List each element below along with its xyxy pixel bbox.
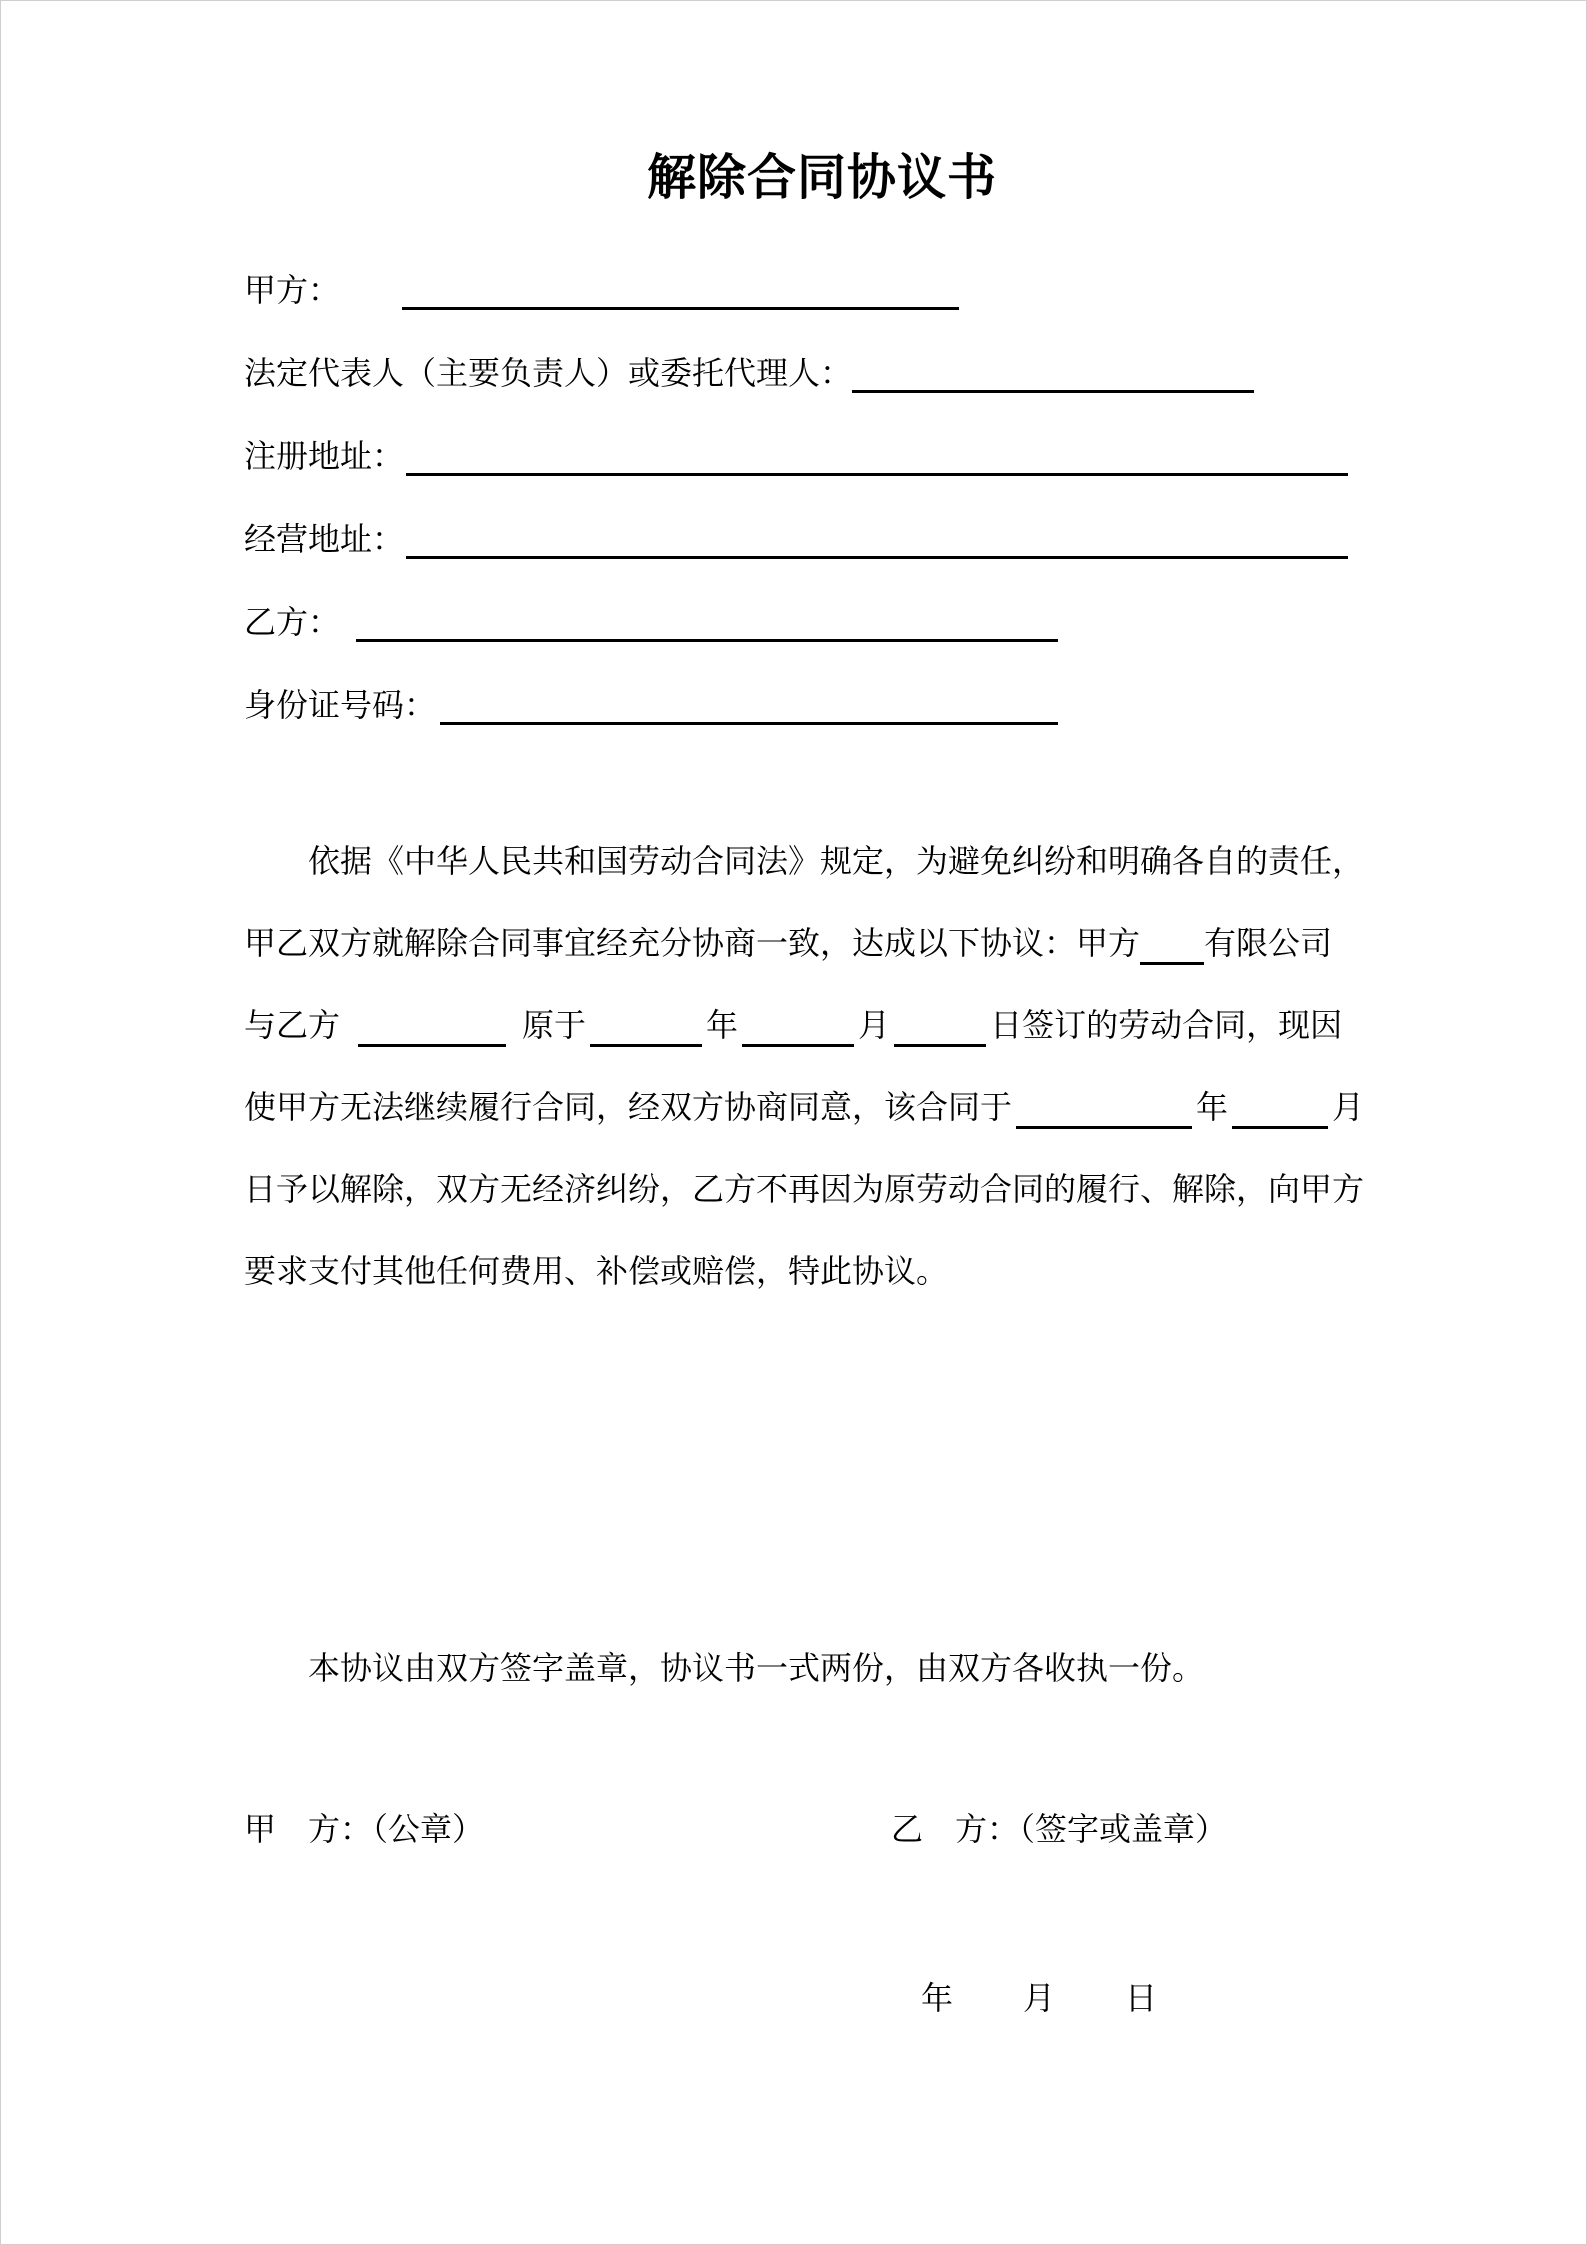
field-row-business-address [244, 519, 1348, 559]
field-row-party-a [244, 270, 959, 310]
body-text: 日签订的劳动合同，现因 [990, 1007, 1343, 1043]
field-blank-line-registered-address[interactable] [406, 436, 1348, 476]
field-label-party-a: 甲方： [244, 272, 341, 308]
body-text: 使甲方无法继续履行合同，经双方协商同意，该合同于 [244, 1089, 1013, 1125]
field-blank-line-party-a[interactable] [402, 270, 959, 310]
party-a-signature-label: 甲 方：（公章） [244, 1811, 485, 1847]
body-line-6 [244, 1249, 948, 1293]
party-b-signature-label: 乙 方：（签字或盖章） [891, 1811, 1228, 1847]
body-text: 年 [706, 1007, 739, 1043]
fill-in-blank[interactable] [742, 1009, 854, 1047]
field-blank-line-party-b[interactable] [356, 602, 1058, 642]
body-text: 要求支付其他任何费用、补偿或赔偿，特此协议。 [244, 1253, 949, 1289]
body-text: 与乙方 [244, 1007, 341, 1043]
body-text: 月 [858, 1007, 891, 1043]
body-text: 日予以解除，双方无经济纠纷，乙方不再因为原劳动合同的履行、解除，向甲方 [244, 1171, 1365, 1207]
fill-in-blank[interactable] [894, 1009, 986, 1047]
field-blank-line-id-number[interactable] [440, 685, 1058, 725]
fill-in-blank[interactable] [358, 1009, 506, 1047]
body-text: 甲乙双方就解除合同事宜经充分协商一致，达成以下协议：甲方 [244, 925, 1141, 961]
document-title: 解除合同协议书 [647, 150, 998, 205]
body-text: 依据《中华人民共和国劳动合同法》规定，为避免纠纷和明确各自的责任， [308, 843, 1365, 879]
body-line-5 [244, 1167, 1364, 1211]
body-text: 年 [1196, 1089, 1229, 1125]
field-label-party-b: 乙方： [244, 604, 341, 640]
fill-in-blank[interactable] [1016, 1091, 1192, 1129]
field-label-registered-address: 注册地址： [244, 438, 405, 474]
body-line-4 [244, 1085, 1364, 1129]
field-row-legal-representative [244, 353, 1254, 393]
field-row-registered-address [244, 436, 1348, 476]
body-text: 月 [1332, 1089, 1365, 1125]
field-row-party-b [244, 602, 1058, 642]
field-row-id-number [244, 685, 1058, 725]
date-line: 年 月 日 [921, 1980, 1160, 2016]
field-label-business-address: 经营地址： [244, 521, 405, 557]
field-blank-line-legal-representative[interactable] [852, 353, 1254, 393]
fill-in-blank[interactable] [590, 1009, 702, 1047]
closing-statement: 本协议由双方签字盖章，协议书一式两份，由双方各收执一份。 [308, 1650, 1205, 1686]
body-text: 有限公司 [1204, 925, 1333, 961]
body-line-3 [244, 1003, 1342, 1047]
body-line-2 [244, 921, 1332, 965]
body-text: 原于 [522, 1007, 587, 1043]
fill-in-blank[interactable] [1140, 927, 1204, 965]
body-line-1 [244, 839, 1364, 883]
field-blank-line-business-address[interactable] [406, 519, 1348, 559]
field-label-legal-representative: 法定代表人（主要负责人）或委托代理人： [244, 355, 853, 391]
field-label-id-number: 身份证号码： [244, 687, 437, 723]
fill-in-blank[interactable] [1232, 1091, 1328, 1129]
